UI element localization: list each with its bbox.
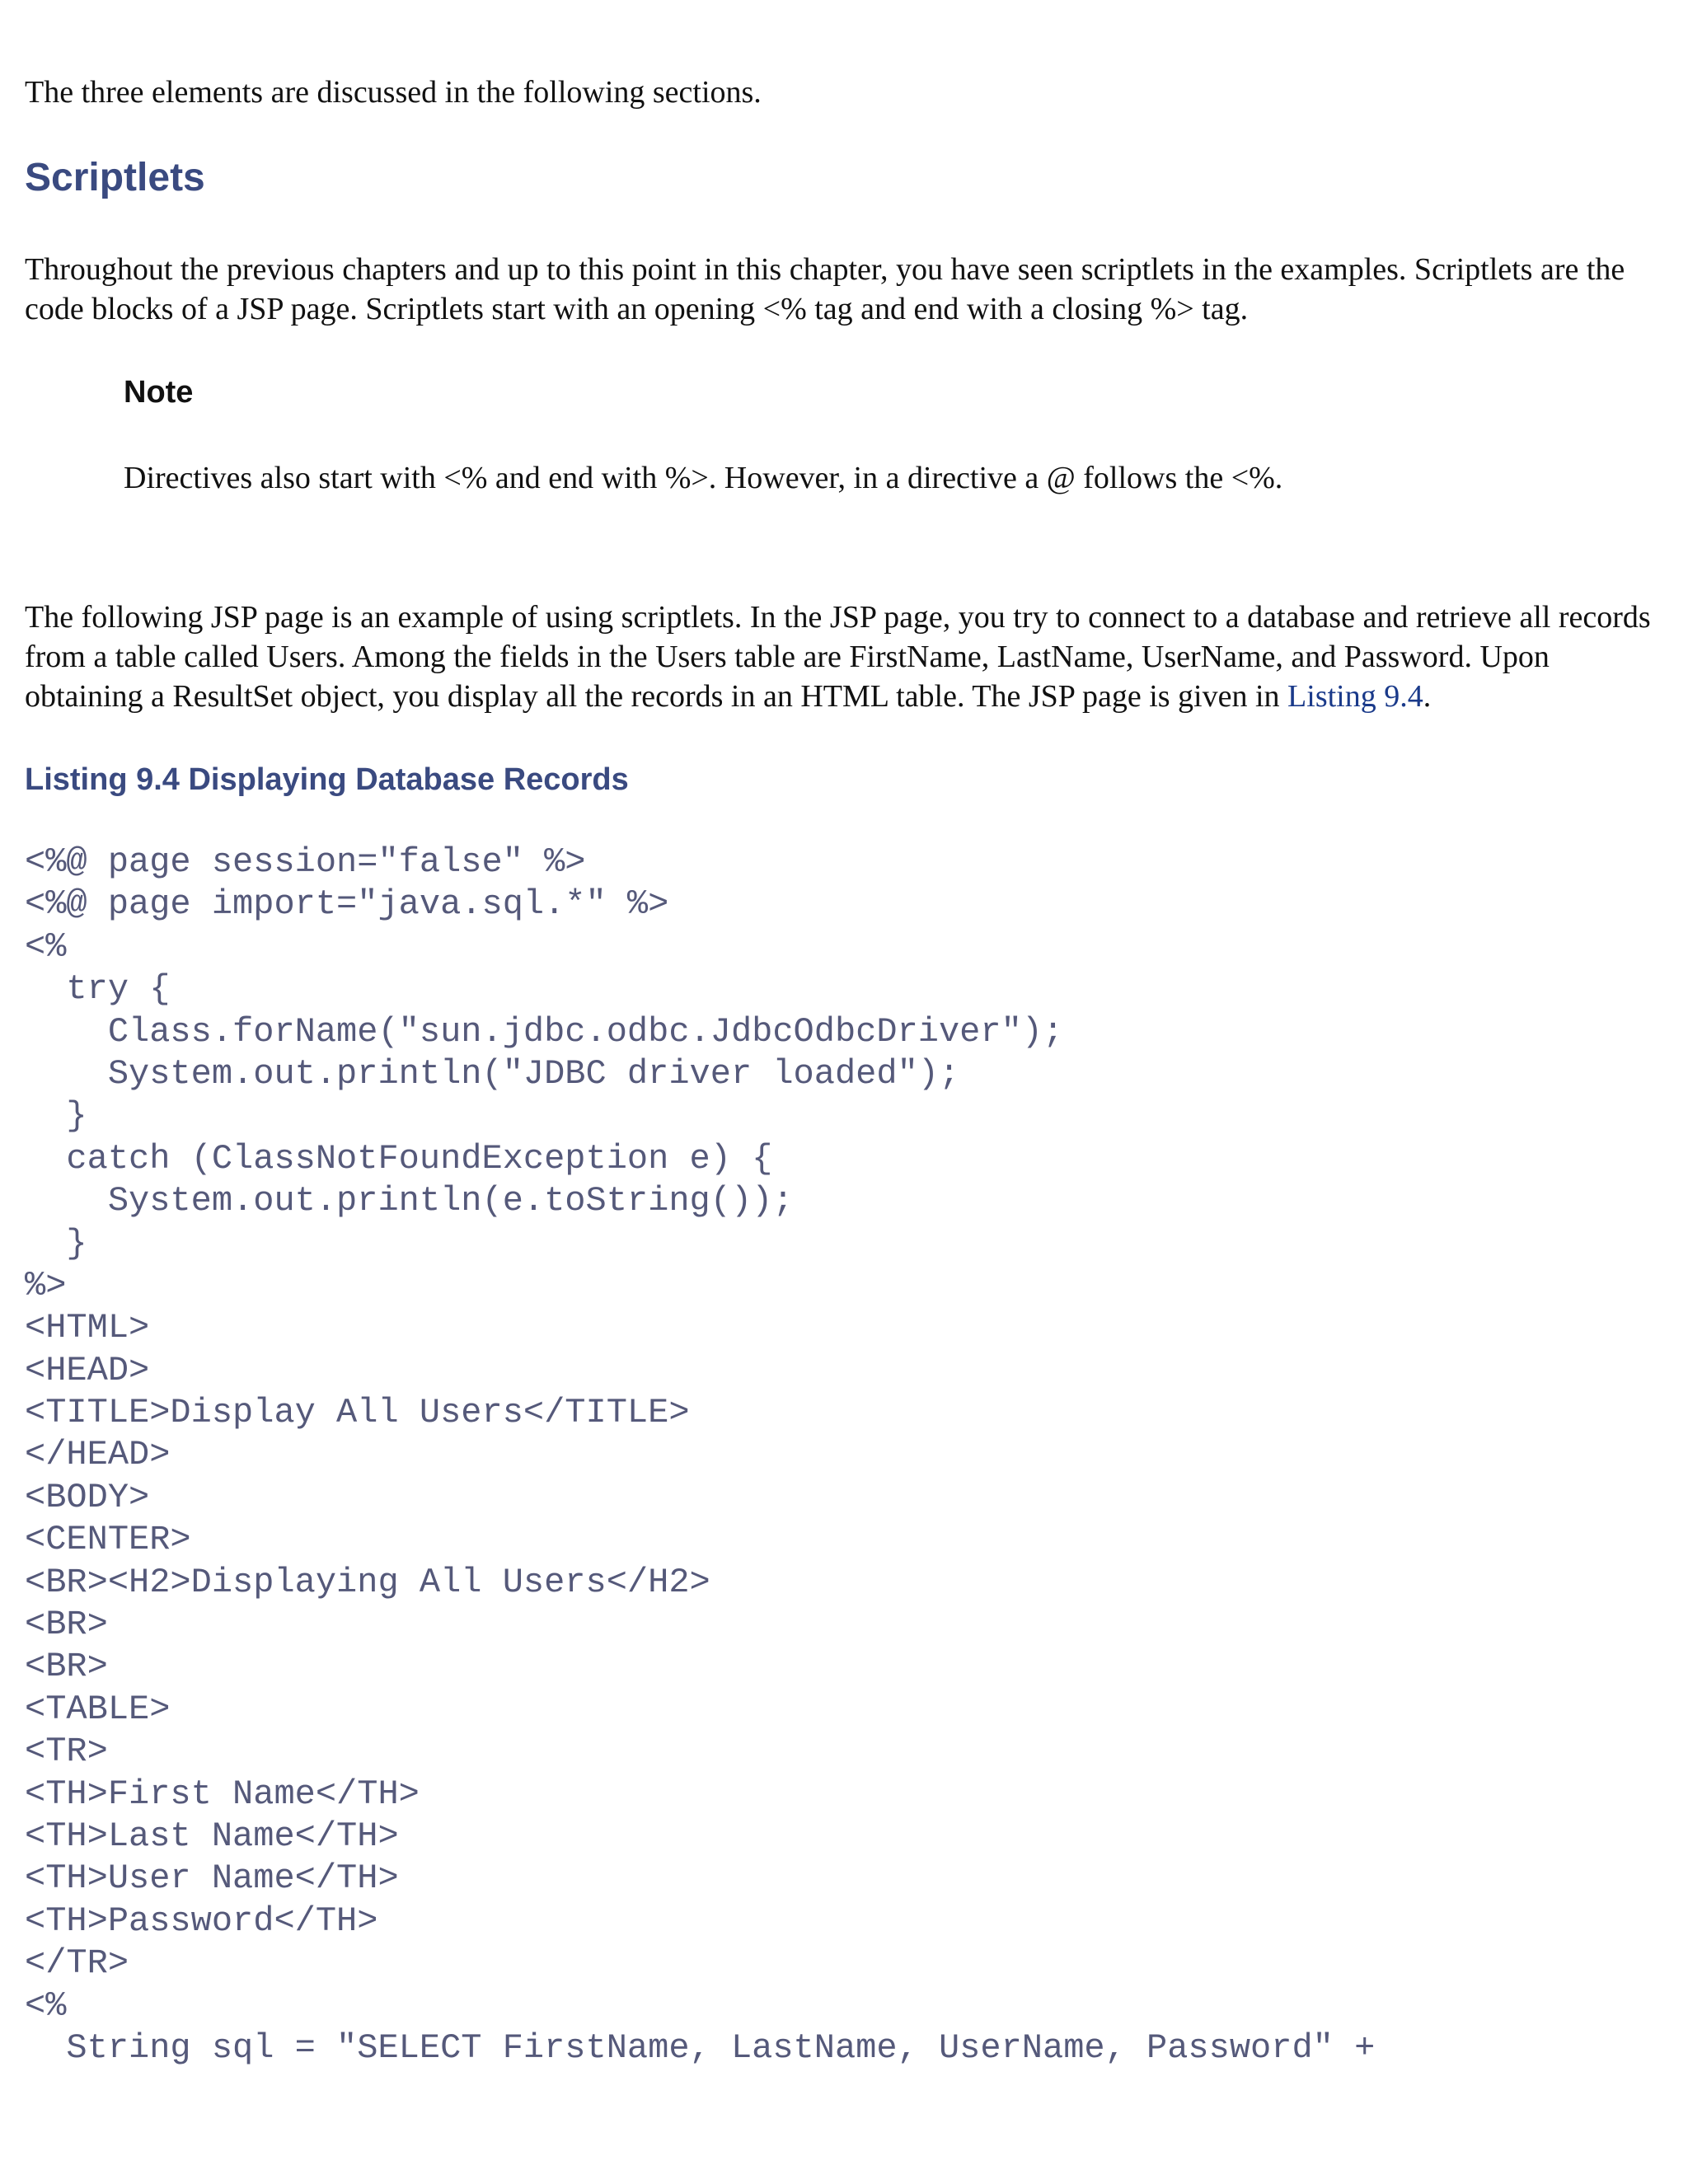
code-line: <%@ page session="false" %> [25, 842, 586, 882]
code-line: <TR> [25, 1732, 108, 1772]
code-line: <%@ page import="java.sql.*" %> [25, 884, 669, 925]
code-line: <BR> [25, 1647, 108, 1687]
code-line: <CENTER> [25, 1520, 191, 1560]
section-heading-scriptlets: Scriptlets [25, 156, 205, 199]
code-listing [25, 841, 1375, 2069]
code-line: <BR> [25, 1605, 108, 1645]
code-line: <% [25, 1985, 67, 2026]
listing-link[interactable]: Listing 9.4 [1287, 679, 1423, 714]
code-line: <TH>User Name</TH> [25, 1858, 399, 1899]
note-title: Note [124, 375, 194, 410]
example-paragraph-text: The following JSP page is an example of using scriptlets. In the JSP page, you try to connect to a database and retrieve all records from a table called Users. Among the fields in the Users table are FirstName, LastName, UserName, and Password. Upon obtaining a ResultSet object, you display all the records in an HTML table. The JSP page is given in [25, 600, 1651, 714]
code-line: catch (ClassNotFoundException e) { [25, 1138, 773, 1179]
code-line: <TH>Last Name</TH> [25, 1816, 399, 1856]
code-line: try { [25, 969, 171, 1010]
code-line: </HEAD> [25, 1435, 171, 1475]
code-line: <% [25, 926, 67, 967]
code-line: <TITLE>Display All Users</TITLE> [25, 1393, 690, 1433]
code-line: <TH>Password</TH> [25, 1900, 378, 1941]
code-line: System.out.println("JDBC driver loaded"); [25, 1053, 960, 1094]
code-line: <BODY> [25, 1477, 150, 1517]
code-line: Class.forName("sun.jdbc.odbc.JdbcOdbcDriver"); [25, 1011, 1064, 1052]
code-line: <HTML> [25, 1308, 150, 1348]
note-box [124, 373, 1607, 495]
example-paragraph [25, 598, 1669, 716]
code-line: String sql = "SELECT FirstName, LastName, UserName, Password" + [25, 2027, 1376, 2068]
code-line: System.out.println(e.toString()); [25, 1181, 794, 1221]
code-line: <BR><H2>Displaying All Users</H2> [25, 1562, 710, 1602]
code-line: </TR> [25, 1943, 129, 1984]
code-line: <HEAD> [25, 1350, 150, 1390]
code-line: } [25, 1223, 87, 1263]
code-line: <TH>First Name</TH> [25, 1774, 420, 1814]
example-paragraph-end: . [1423, 679, 1432, 714]
note-text: Directives also start with <% and end with %>. However, in a directive a @ follows the <%. [124, 461, 1283, 495]
scriptlets-paragraph: Throughout the previous chapters and up to this point in this chapter, you have seen scriptlets in the examples. Scriptlets are the code blocks of a JSP page. Scriptlets start with an opening <% tag and end with a closing %> tag. [25, 252, 1625, 326]
code-line: <TABLE> [25, 1689, 171, 1729]
intro-paragraph: The three elements are discussed in the following sections. [25, 75, 762, 110]
listing-heading: Listing 9.4 Displaying Database Records [25, 762, 629, 797]
code-line: } [25, 1096, 87, 1137]
code-line: %> [25, 1265, 67, 1305]
